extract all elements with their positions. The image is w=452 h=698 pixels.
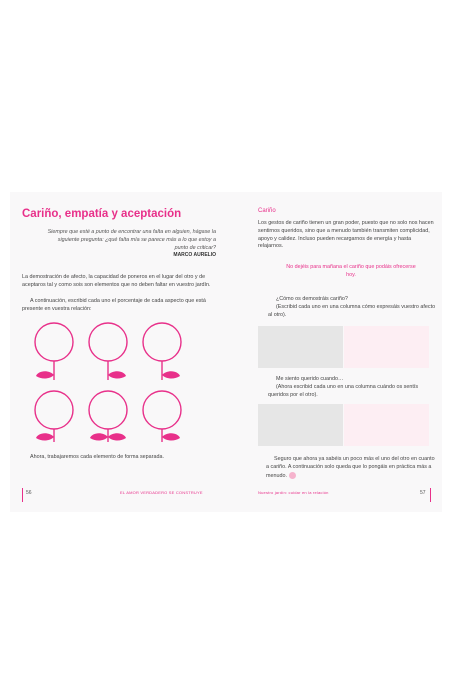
right-page [226, 192, 442, 512]
question-2-text: (Ahora escribid cada uno en una columna cuándo os sentís queridos por el otro). [268, 384, 419, 398]
running-head: Nuestro jardín: cuidar en la relación [258, 490, 329, 495]
question-1-title: ¿Cómo os demostráis cariño? [276, 296, 348, 302]
instruction-paragraph: A continuación, escribid cada uno el porcentaje de cada aspecto que está presente en vuestra relación: [22, 298, 206, 312]
answer-box-left-2[interactable] [258, 404, 343, 446]
flower-1 [35, 323, 73, 380]
footer-rule [22, 488, 23, 502]
intro-paragraph: Los gestos de cariño tienen un gran poder, puesto que no solo nos hacen sentirnos queridos, sino que a menudo también transmiten complicidad, apoyo y calidez. Incluso pueden recargarnos de energía y hasta relajarnos. [258, 220, 434, 250]
intro-paragraph: La demostración de afecto, la capacidad de poneros en el lugar del otro y de aceptaros tal y como sois son elementos que no deben faltar en vuestro jardín. [22, 274, 211, 288]
flower-grid [30, 318, 200, 442]
page-number: 56 [26, 490, 32, 496]
answer-box-right-2[interactable] [344, 404, 429, 446]
answer-box-left-1[interactable] [258, 326, 343, 368]
epigraph-quote: Siempre que esté a punto de encontrar una falta en alguien, hágase la siguiente pregunta: ¿qué falta mía se parece más a lo que estoy a punto de criticar? [47, 229, 216, 251]
answer-box-right-1[interactable] [344, 326, 429, 368]
page-number: 57 [420, 490, 426, 496]
epigraph-author: MARCO AURELIO [173, 252, 216, 258]
flower-4 [35, 391, 73, 442]
smiley-icon [289, 472, 296, 479]
closing-paragraph: Ahora, trabajaremos cada elemento de forma separada. [30, 454, 164, 460]
flower-5 [89, 391, 127, 442]
flower-3 [143, 323, 181, 380]
closing-text: Seguro que ahora ya sabéis un poco más el uno del otro en cuanto a cariño. A continuación solo queda que lo pongáis en práctica más a menudo. [266, 456, 435, 479]
flower-2 [89, 323, 127, 380]
closing-paragraph [266, 456, 438, 480]
footer-rule [430, 488, 431, 502]
question-2-title: Me siento querido cuando… [276, 376, 344, 382]
left-page [10, 192, 226, 512]
section-heading: Cariño [258, 208, 276, 214]
book-spread [10, 192, 442, 512]
flower-6 [143, 391, 181, 442]
highlight-quote: No dejéis para mañana el cariño que podáis ofrecerse hoy. [286, 264, 416, 278]
running-head: EL AMOR VERDADERO SE CONSTRUYE [120, 490, 203, 495]
question-1-text: (Escribid cada uno en una columna cómo expresáis vuestro afecto al otro). [268, 304, 436, 318]
page-title: Cariño, empatía y aceptación [22, 208, 182, 220]
